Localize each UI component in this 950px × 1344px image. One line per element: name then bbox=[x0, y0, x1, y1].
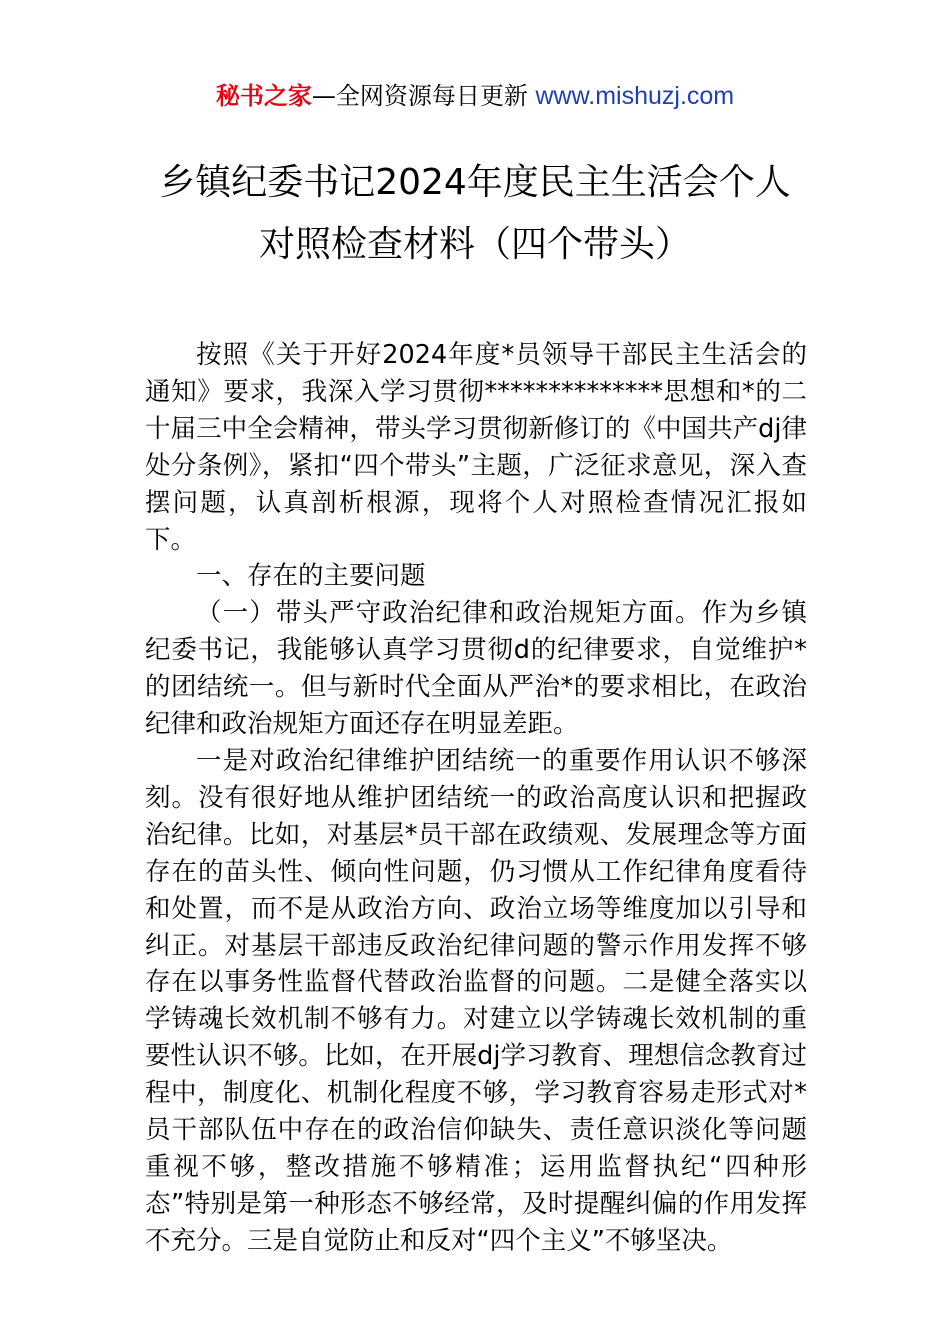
section-heading-problems: 一、存在的主要问题 bbox=[196, 561, 426, 592]
title-line-1: 乡镇纪委书记2024年度民主生活会个人 bbox=[159, 162, 791, 203]
document-body bbox=[145, 337, 807, 1260]
site-slogan: —全网资源每日更新 bbox=[311, 82, 528, 110]
document-title bbox=[60, 152, 890, 276]
site-header bbox=[0, 80, 950, 112]
paragraph-details: 一是对政治纪律维护团结统一的重要作用认识不够深刻。没有很好地从维护团结统一的政治高度认识和把握政治纪律。比如，对基层*员干部在政绩观、发展理念等方面存在的苗头性、倾向性问题，仍习惯从工作纪律角度看待和处置，而不是从政治方向、政治立场等维度加以引导和纠正。对基层干部违反政治纪律问题的警示作用发挥不够存在以事务性监督代替政治监督的问题。二是健全落实以学铸魂长效机制不够有力。对建立以学铸魂长效机制的重要性认识不够。比如，在开展dj学习教育、理想信念教育过程中，制度化、机制化程度不够，学习教育容易走形式对*员干部队伍中存在的政治信仰缺失、责任意识淡化等问题重视不够，整改措施不够精准；运用监督执纪“四种形态”特别是第一种形态不够经常，及时提醒纠偏的作用发挥不充分。三是自觉防止和反对“四个主义”不够坚决。 bbox=[145, 745, 807, 1256]
title-line-2: 对照检查材料（四个带头） bbox=[258, 224, 691, 265]
paragraph-subsection-1: （一）带头严守政治纪律和政治规矩方面。作为乡镇纪委书记，我能够认真学习贯彻d的纪律要求，自觉维护*的团结统一。但与新时代全面从严治*的要求相比，在政治纪律和政治规矩方面还存在明显差距。 bbox=[145, 598, 807, 740]
paragraph-intro: 按照《关于开好2024年度*员领导干部民主生活会的通知》要求，我深入学习贯彻**************思想和*的二十届三中全会精神，带头学习贯彻新修订的《中国共产dj律处分条例》，紧扣“四个带头”主题，广泛征求意见，深入查摆问题，认真剖析根源，现将个人对照检查情况汇报如下。 bbox=[145, 340, 807, 555]
site-url-link[interactable]: www.mishuzj.com bbox=[535, 82, 735, 110]
site-brand: 秘书之家 bbox=[215, 82, 312, 110]
